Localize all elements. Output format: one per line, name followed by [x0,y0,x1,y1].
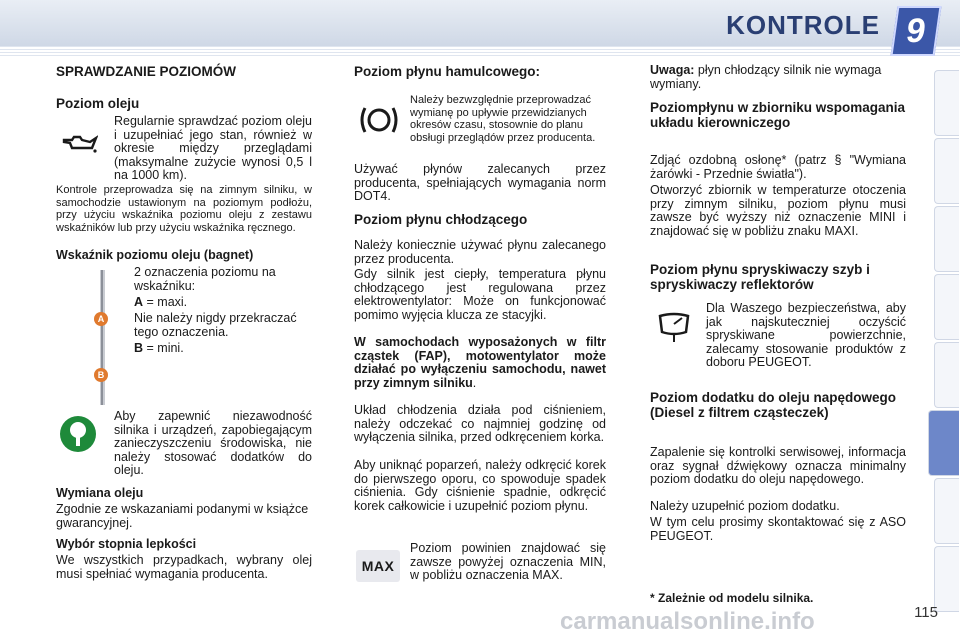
diesel-p3: W tym celu prosimy skontaktować się z ASO PEUGEOT. [650,515,906,543]
steering-heading: Poziompłynu w zbiorniku wspomagania układu kierowniczego [650,100,906,130]
page-number: 115 [914,604,938,621]
oil-level-note: Kontrole przeprowadza się na zimnym silniku, w samochodzie ustawionym na poziomym podłożu, przy użyciu wskaźnika poziomu oleju z zestawu wskaźników lub przy użyciu wskaźnika ręcznego. [56,184,312,234]
oil-can-icon [58,128,102,158]
dipstick-a-label: A [134,295,144,309]
marker-a: A [94,312,108,326]
marker-b: B [94,368,108,382]
brake-warning-icon [358,100,400,140]
dipstick-a-text: = maxi. [146,295,188,309]
coolant-p3: Układ chłodzenia działa pod ciśnieniem, należy odczekać co najmniej godzinę od wyłączenia silnika, przed odkręceniem korka. [354,403,606,444]
header-stripes [0,46,960,56]
side-tabs [934,70,960,630]
dipstick-intro: 2 oznaczenia poziomu na wskaźniku: [134,265,276,293]
dipstick-b-label: B [134,341,144,355]
washer-text: Dla Waszego bezpieczeństwa, aby jak najskuteczniej oczyścić spryskiwane powierzchnie, zalecamy stosowanie produktów z doboru PEUGEOT. [706,301,906,369]
environment-text: Aby zapewnić niezawodność silnika i urządzeń, zapobiegającym zanieczyszczeniu środowiska, nie należy stosować dodatków do oleju. [114,409,312,477]
brake-icon-text: Należy bezwzględnie przeprowadzać wymianę po upływie przewidzianych okresów czasu, stosownie do planu obsługi przeglądów przez producenta. [410,94,596,144]
oil-change-heading: Wymiana oleju [56,486,144,500]
max-mark-icon [356,550,400,582]
coolant-bold-suffix: . [472,375,477,390]
coolant-heading: Poziom płynu chłodzącego [354,212,528,227]
dipstick-heading: Wskaźnik poziomu oleju (bagnet) [56,248,254,262]
chapter-title: KONTROLE [726,10,880,40]
coolant-max-text: Poziom powinien znajdować się zawsze powyżej oznaczenia MIN, w pobliżu oznaczenia MAX. [410,541,606,582]
chapter-number: 9 [890,6,941,56]
dipstick-a-line [134,296,312,310]
coolant-bold-warning: W samochodach wyposażonych w filtr cząstek (FAP), motowentylator może działać po wyłączeniu samochodu, nawet przy zimnym silniku [354,335,606,390]
oil-change-text: Zgodnie ze wskazaniami podanymi w książce gwarancyjnej. [56,502,309,530]
section-title: SPRAWDZANIE POZIOMÓW [56,64,236,79]
brake-text: Używać płynów zalecanych przez producenta, spełniających wymagania norm DOT4. [354,162,606,203]
steering-p2: Otworzyć zbiornik w temperaturze otoczenia przy zimnym silniku, poziom płynu musi zawsze być wyższy niż oznaczenie MINI i znajdować się w pobliżu znaku MAXI. [650,183,906,238]
steering-p1: Zdjąć ozdobną osłonę* (patrz § "Wymiana żarówki - Przednie światła"). [650,153,906,181]
oil-level-heading: Poziom oleju [56,96,140,111]
dipstick-b-text: = mini. [146,341,184,355]
max-label: MAX [361,558,395,574]
dipstick-b-line [134,342,312,356]
coolant-p4: Aby uniknąć poparzeń, należy odkręcić korek do pierwszego oporu, co spowoduje spadek ciśnienia. Gdy ciśnienie spadnie, odkręcić korek całkowicie i uzupełnić poziom płynu. [354,458,606,513]
side-tab [934,342,959,408]
caution-label: Uwaga: [650,63,695,77]
side-tab [934,206,959,272]
coolant-p2: Gdy silnik jest ciepły, temperatura płynu chłodzącego jest regulowana przez elektrowentylator: Może on funkcjonować pomimo wyjęcia kluczа ze stacyjki. [354,267,606,322]
viscosity-heading: Wybór stopnia lepkości [56,537,197,551]
dipstick-icon [86,270,106,405]
side-tab [934,546,959,612]
oil-level-text: Regularnie sprawdzać poziom oleju i uzupełniać jego stan, również w okresie między przeglądami (maksymalne zużycie wynosi 0,5 l na 1000 km). [114,114,312,182]
diesel-p1: Zapalenie się kontrolki serwisowej, informacja oraz sygnał dźwiękowy oznacza minimalny poziom dodatku do oleju napędowego. [650,445,906,486]
side-tab [934,274,959,340]
footnote: * Zależnie od modelu silnika. [650,591,814,605]
tree-icon [60,416,96,452]
side-tab-active [928,410,959,476]
diesel-heading: Poziom dodatku do oleju napędowego (Diesel z filtrem cząsteczek) [650,390,896,420]
coolant-p1: Należy koniecznie używać płynu zalecanego przez producenta. [354,238,606,266]
washer-icon [652,304,696,348]
caution-text: płyn chłodzący silnik nie wymaga wymiany. [650,63,882,91]
page-header [0,0,960,60]
side-tab [934,70,959,136]
washer-heading: Poziom płynu spryskiwaczy szyb i spryskiwaczy reflektorów [650,262,870,292]
watermark: carmanualsonline.info [560,608,815,635]
viscosity-text: We wszystkich przypadkach, wybrany olej musi spełniać wymagania producenta. [56,553,312,581]
diesel-p2: Należy uzupełnić poziom dodatku. [650,499,840,513]
side-tab [934,138,959,204]
brake-heading: Poziom płynu hamulcowego: [354,64,541,79]
coolant-warning [354,336,606,390]
caution-note [650,64,906,91]
dipstick-warning: Nie należy nigdy przekraczać tego oznaczenia. [134,311,297,339]
side-tab [934,478,959,544]
